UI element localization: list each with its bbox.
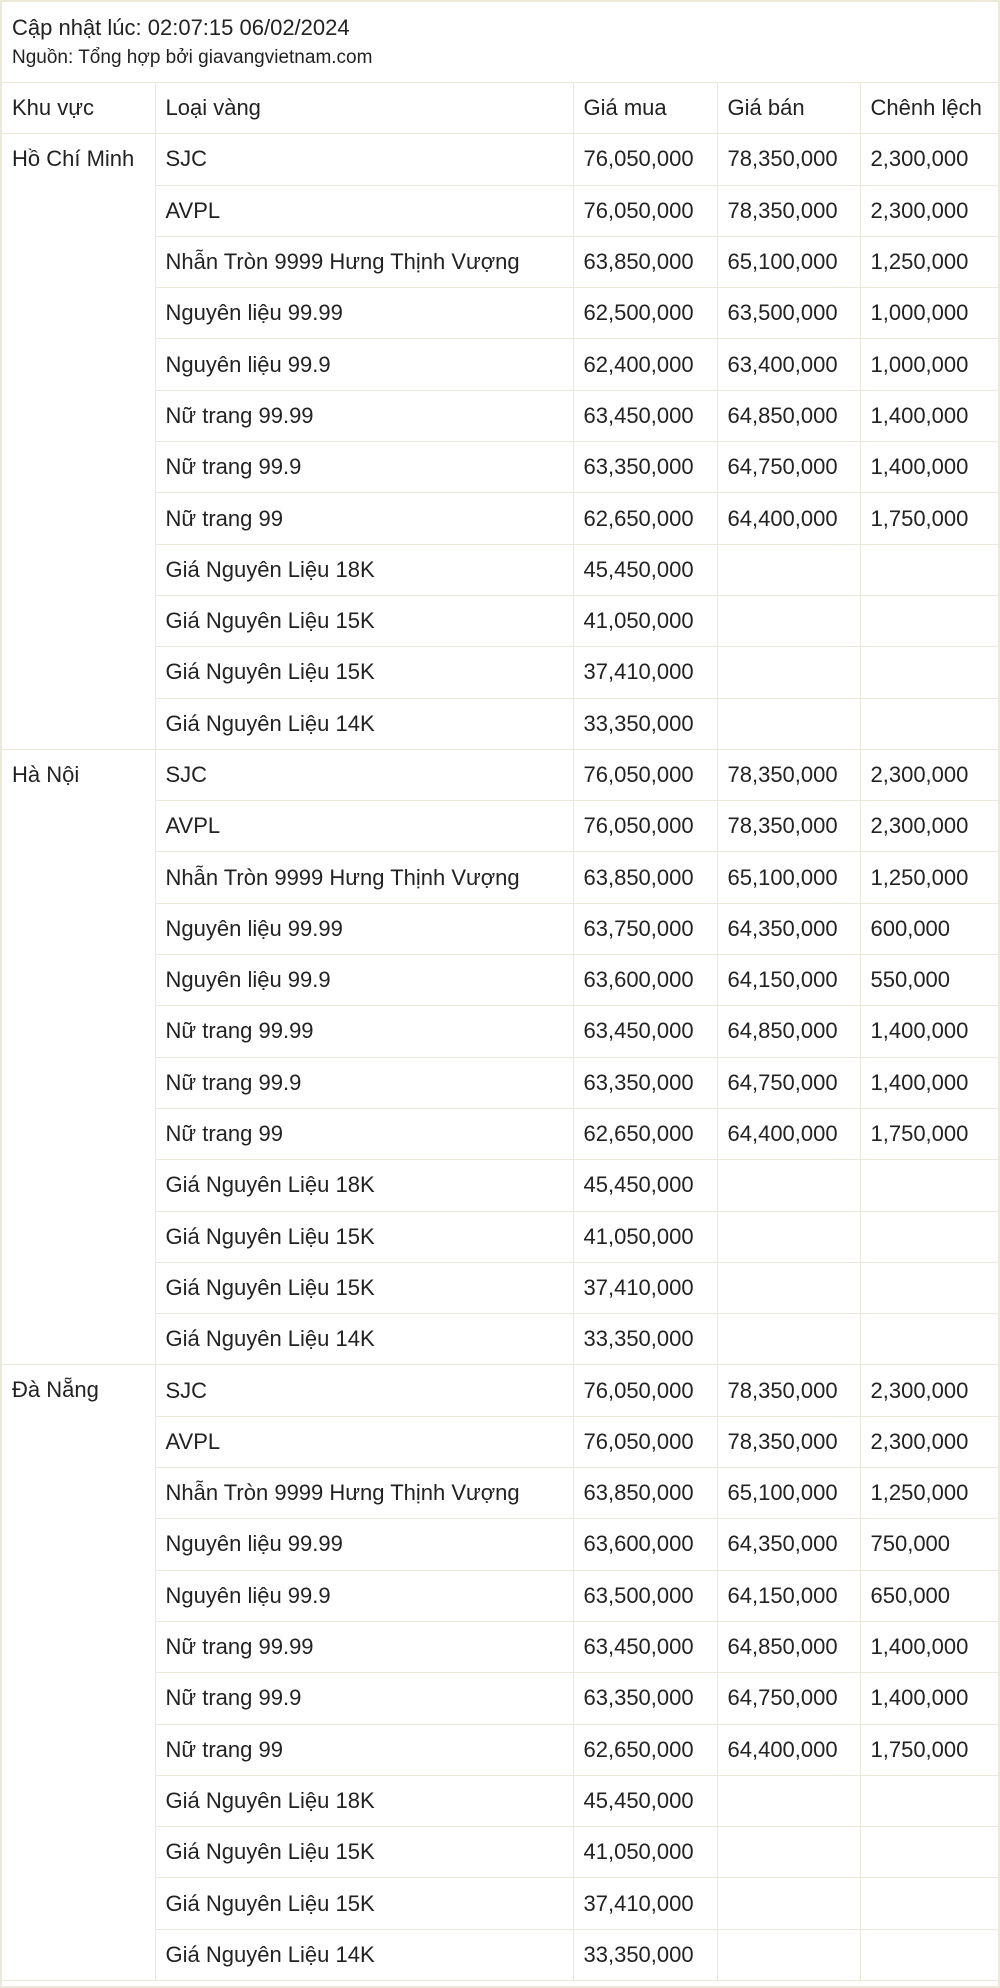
sell-price-cell: 64,750,000 (717, 442, 860, 493)
sell-price-cell (717, 698, 860, 749)
difference-cell: 1,400,000 (860, 1057, 998, 1108)
gold-type-cell: Nữ trang 99 (155, 1724, 573, 1775)
sell-price-cell: 64,400,000 (717, 1108, 860, 1159)
difference-cell (860, 698, 998, 749)
table-row (2, 749, 998, 800)
difference-cell: 1,400,000 (860, 1621, 998, 1672)
difference-cell (860, 595, 998, 646)
gold-type-cell: Nguyên liệu 99.9 (155, 955, 573, 1006)
difference-cell: 1,400,000 (860, 390, 998, 441)
sell-price-cell (717, 1160, 860, 1211)
buy-price-cell: 33,350,000 (573, 1314, 717, 1365)
sell-price-cell: 64,850,000 (717, 390, 860, 441)
gold-type-cell: Nữ trang 99.9 (155, 442, 573, 493)
sell-price-cell (717, 1929, 860, 1980)
gold-type-cell: Nữ trang 99 (155, 493, 573, 544)
buy-price-cell: 63,750,000 (573, 903, 717, 954)
sell-price-cell (717, 647, 860, 698)
gold-type-cell: SJC (155, 1365, 573, 1416)
gold-type-cell: Nữ trang 99.99 (155, 390, 573, 441)
difference-cell: 1,250,000 (860, 1468, 998, 1519)
difference-cell: 1,750,000 (860, 493, 998, 544)
buy-price-cell: 76,050,000 (573, 1365, 717, 1416)
sell-price-cell: 64,150,000 (717, 955, 860, 1006)
sell-price-cell: 78,350,000 (717, 801, 860, 852)
col-header-diff: Chênh lệch (860, 83, 998, 134)
buy-price-cell: 41,050,000 (573, 1827, 717, 1878)
buy-price-cell: 63,500,000 (573, 1570, 717, 1621)
buy-price-cell: 63,350,000 (573, 1057, 717, 1108)
gold-type-cell: Nhẫn Tròn 9999 Hưng Thịnh Vượng (155, 852, 573, 903)
difference-cell (860, 647, 998, 698)
gold-type-cell: Giá Nguyên Liệu 14K (155, 1314, 573, 1365)
sell-price-cell: 78,350,000 (717, 1416, 860, 1467)
region-cell: Đà Nẵng (2, 1365, 155, 1981)
buy-price-cell: 76,050,000 (573, 134, 717, 185)
gold-type-cell: Giá Nguyên Liệu 18K (155, 1160, 573, 1211)
sell-price-cell: 64,350,000 (717, 903, 860, 954)
region-cell: Hà Nội (2, 749, 155, 1365)
sell-price-cell: 65,100,000 (717, 852, 860, 903)
difference-cell (860, 1878, 998, 1929)
buy-price-cell: 76,050,000 (573, 185, 717, 236)
gold-type-cell: Nhẫn Tròn 9999 Hưng Thịnh Vượng (155, 1468, 573, 1519)
difference-cell (860, 1211, 998, 1262)
buy-price-cell: 62,400,000 (573, 339, 717, 390)
buy-price-cell: 63,350,000 (573, 442, 717, 493)
sell-price-cell: 64,150,000 (717, 1570, 860, 1621)
gold-type-cell: SJC (155, 749, 573, 800)
gold-type-cell: Nguyên liệu 99.99 (155, 1519, 573, 1570)
sell-price-cell: 78,350,000 (717, 185, 860, 236)
buy-price-cell: 63,450,000 (573, 390, 717, 441)
gold-type-cell: Giá Nguyên Liệu 15K (155, 595, 573, 646)
gold-type-cell: Giá Nguyên Liệu 15K (155, 1827, 573, 1878)
table-body (2, 134, 998, 1981)
difference-cell: 2,300,000 (860, 1416, 998, 1467)
difference-cell: 1,750,000 (860, 1724, 998, 1775)
gold-type-cell: Giá Nguyên Liệu 15K (155, 647, 573, 698)
gold-type-cell: AVPL (155, 801, 573, 852)
buy-price-cell: 76,050,000 (573, 801, 717, 852)
buy-price-cell: 63,450,000 (573, 1006, 717, 1057)
table-header (2, 83, 998, 134)
sell-price-cell: 64,750,000 (717, 1057, 860, 1108)
difference-cell: 650,000 (860, 1570, 998, 1621)
difference-cell: 1,400,000 (860, 1006, 998, 1057)
sell-price-cell (717, 595, 860, 646)
col-header-sell: Giá bán (717, 83, 860, 134)
gold-type-cell: Nguyên liệu 99.99 (155, 903, 573, 954)
sell-price-cell: 64,350,000 (717, 1519, 860, 1570)
buy-price-cell: 63,850,000 (573, 1468, 717, 1519)
difference-cell: 2,300,000 (860, 801, 998, 852)
gold-type-cell: AVPL (155, 1416, 573, 1467)
difference-cell: 1,400,000 (860, 1673, 998, 1724)
difference-cell: 1,000,000 (860, 288, 998, 339)
buy-price-cell: 76,050,000 (573, 1416, 717, 1467)
sell-price-cell (717, 1878, 860, 1929)
gold-price-table (2, 82, 998, 1981)
gold-type-cell: Giá Nguyên Liệu 18K (155, 544, 573, 595)
header (2, 2, 998, 82)
difference-cell: 2,300,000 (860, 1365, 998, 1416)
gold-type-cell: SJC (155, 134, 573, 185)
gold-type-cell: AVPL (155, 185, 573, 236)
buy-price-cell: 33,350,000 (573, 1929, 717, 1980)
updated-time: Cập nhật lúc: 02:07:15 06/02/2024 (12, 15, 350, 40)
sell-price-cell: 78,350,000 (717, 749, 860, 800)
sell-price-cell: 63,500,000 (717, 288, 860, 339)
gold-type-cell: Giá Nguyên Liệu 15K (155, 1211, 573, 1262)
buy-price-cell: 62,650,000 (573, 493, 717, 544)
buy-price-cell: 37,410,000 (573, 647, 717, 698)
sell-price-cell (717, 544, 860, 595)
gold-type-cell: Giá Nguyên Liệu 14K (155, 698, 573, 749)
gold-type-cell: Giá Nguyên Liệu 15K (155, 1878, 573, 1929)
table-row (2, 1365, 998, 1416)
col-header-region: Khu vực (2, 83, 155, 134)
difference-cell: 1,400,000 (860, 442, 998, 493)
gold-type-cell: Nguyên liệu 99.99 (155, 288, 573, 339)
gold-type-cell: Nữ trang 99.99 (155, 1621, 573, 1672)
buy-price-cell: 63,350,000 (573, 1673, 717, 1724)
sell-price-cell (717, 1211, 860, 1262)
difference-cell: 1,250,000 (860, 236, 998, 287)
sell-price-cell: 64,400,000 (717, 1724, 860, 1775)
difference-cell (860, 1314, 998, 1365)
buy-price-cell: 45,450,000 (573, 1775, 717, 1826)
difference-cell: 1,000,000 (860, 339, 998, 390)
sell-price-cell (717, 1314, 860, 1365)
difference-cell: 750,000 (860, 1519, 998, 1570)
difference-cell (860, 1827, 998, 1878)
difference-cell: 2,300,000 (860, 134, 998, 185)
header-row (2, 83, 998, 134)
sell-price-cell: 78,350,000 (717, 134, 860, 185)
difference-cell (860, 1929, 998, 1980)
difference-cell: 2,300,000 (860, 749, 998, 800)
buy-price-cell: 63,850,000 (573, 236, 717, 287)
gold-type-cell: Nguyên liệu 99.9 (155, 339, 573, 390)
difference-cell: 1,750,000 (860, 1108, 998, 1159)
sell-price-cell: 78,350,000 (717, 1365, 860, 1416)
sell-price-cell: 64,750,000 (717, 1673, 860, 1724)
gold-type-cell: Nữ trang 99.9 (155, 1057, 573, 1108)
buy-price-cell: 62,500,000 (573, 288, 717, 339)
buy-price-cell: 63,600,000 (573, 1519, 717, 1570)
sell-price-cell: 64,400,000 (717, 493, 860, 544)
gold-type-cell: Nhẫn Tròn 9999 Hưng Thịnh Vượng (155, 236, 573, 287)
col-header-buy: Giá mua (573, 83, 717, 134)
buy-price-cell: 63,850,000 (573, 852, 717, 903)
difference-cell (860, 1160, 998, 1211)
difference-cell: 600,000 (860, 903, 998, 954)
difference-cell (860, 544, 998, 595)
difference-cell (860, 1775, 998, 1826)
difference-cell: 1,250,000 (860, 852, 998, 903)
gold-type-cell: Giá Nguyên Liệu 18K (155, 1775, 573, 1826)
sell-price-cell: 65,100,000 (717, 236, 860, 287)
buy-price-cell: 63,450,000 (573, 1621, 717, 1672)
buy-price-cell: 45,450,000 (573, 544, 717, 595)
buy-price-cell: 37,410,000 (573, 1878, 717, 1929)
gold-type-cell: Nữ trang 99.99 (155, 1006, 573, 1057)
gold-type-cell: Nữ trang 99.9 (155, 1673, 573, 1724)
difference-cell (860, 1262, 998, 1313)
buy-price-cell: 62,650,000 (573, 1724, 717, 1775)
table-row (2, 134, 998, 185)
buy-price-cell: 76,050,000 (573, 749, 717, 800)
buy-price-cell: 37,410,000 (573, 1262, 717, 1313)
gold-type-cell: Giá Nguyên Liệu 15K (155, 1262, 573, 1313)
buy-price-cell: 62,650,000 (573, 1108, 717, 1159)
sell-price-cell (717, 1827, 860, 1878)
sell-price-cell: 63,400,000 (717, 339, 860, 390)
buy-price-cell: 41,050,000 (573, 1211, 717, 1262)
difference-cell: 2,300,000 (860, 185, 998, 236)
buy-price-cell: 45,450,000 (573, 1160, 717, 1211)
source-line: Nguồn: Tổng hợp bởi giavangvietnam.com (12, 47, 373, 68)
sell-price-cell: 65,100,000 (717, 1468, 860, 1519)
sell-price-cell: 64,850,000 (717, 1006, 860, 1057)
sell-price-cell: 64,850,000 (717, 1621, 860, 1672)
sell-price-cell (717, 1775, 860, 1826)
buy-price-cell: 63,600,000 (573, 955, 717, 1006)
buy-price-cell: 41,050,000 (573, 595, 717, 646)
sell-price-cell (717, 1262, 860, 1313)
region-cell: Hồ Chí Minh (2, 134, 155, 750)
gold-type-cell: Nguyên liệu 99.9 (155, 1570, 573, 1621)
gold-type-cell: Nữ trang 99 (155, 1108, 573, 1159)
buy-price-cell: 33,350,000 (573, 698, 717, 749)
col-header-gold-type: Loại vàng (155, 83, 573, 134)
difference-cell: 550,000 (860, 955, 998, 1006)
gold-type-cell: Giá Nguyên Liệu 14K (155, 1929, 573, 1980)
